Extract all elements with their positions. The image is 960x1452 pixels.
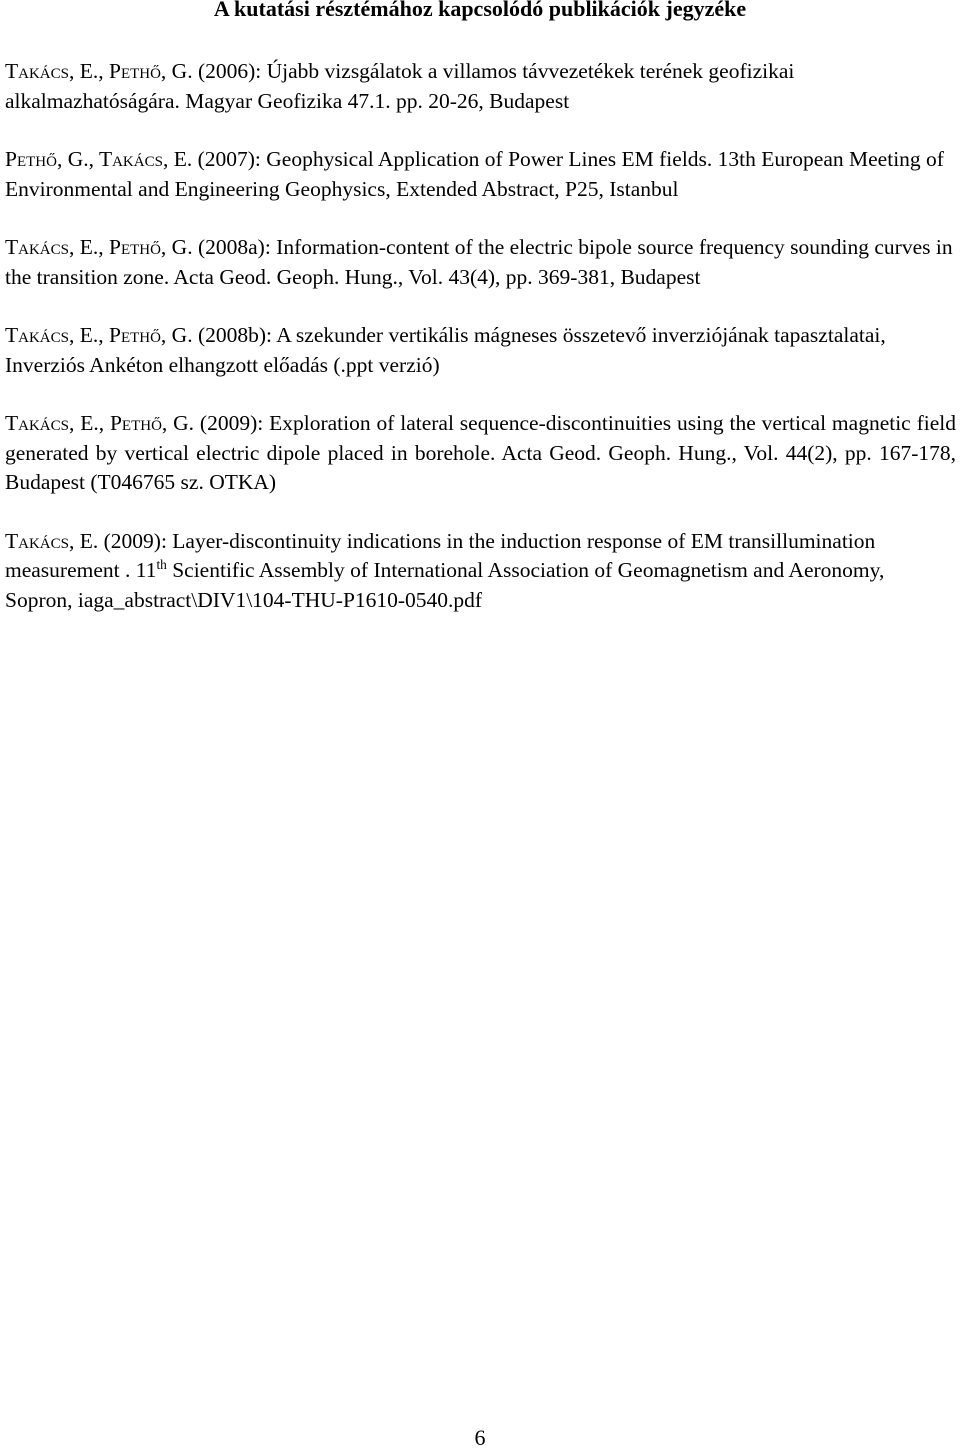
publication-item (5, 145, 956, 204)
publication-item (5, 57, 956, 116)
publication-details: (2006): Újabb vizsgálatok a villamos távvezetékek terének geofizikai alkalmazhatóságára. Magyar Geofizika 47.1. pp. 20-26, Budapest (5, 59, 795, 113)
page-title: A kutatási résztémához kapcsolódó publikációk jegyzéke (213, 0, 747, 21)
publication-authors: Pethő, G., Takács, E. (5, 147, 193, 171)
publication-authors: Takács, E., Pethő, G. (5, 235, 193, 259)
publication-authors: Takács, E. (5, 528, 99, 553)
publication-item (5, 409, 956, 498)
publication-item (5, 527, 956, 616)
publication-authors: Takács, E., Pethő, G. (5, 59, 193, 83)
publication-details: (2009): Exploration of lateral sequence-discontinuities using the vertical magnetic field generated by vertical electric dipole placed in borehole. Acta Geod. Geoph. Hung., Vol. 44(2), pp. 167-178, Budapest (T046765 sz. OTKA) (5, 411, 956, 494)
publication-item (5, 233, 956, 292)
publication-list (5, 57, 956, 615)
ordinal-superscript: th (156, 556, 167, 572)
publication-authors: Takács, E., Pethő, G. (5, 323, 193, 347)
publication-details: (2008a): Information-content of the electric bipole source frequency sounding curves in the transition zone. Acta Geod. Geoph. Hung., Vol. 43(4), pp. 369-381, Budapest (5, 235, 953, 289)
publication-details: (2008b): A szekunder vertikális mágneses összetevő inverziójának tapasztalatai, Inverziós Ankéton elhangzott előadás (.ppt verzió) (5, 323, 886, 377)
page-number: 6 (474, 1425, 486, 1450)
publication-details: (2009): Layer-discontinuity indications in the induction response of EM transillumination measurement . 11 (5, 528, 876, 582)
publication-item (5, 321, 956, 380)
publication-details: (2007): Geophysical Application of Power Lines EM fields. 13th European Meeting of Environmental and Engineering Geophysics, Extended Abstract, P25, Istanbul (5, 147, 944, 201)
publication-authors: Takács, E., Pethő, G. (5, 411, 195, 435)
publication-details-continued: Scientific Assembly of International Association of Geomagnetism and Aeronomy, Sopron, iaga_abstract\DIV1\104-THU-P1610-0540.pdf (5, 558, 885, 612)
